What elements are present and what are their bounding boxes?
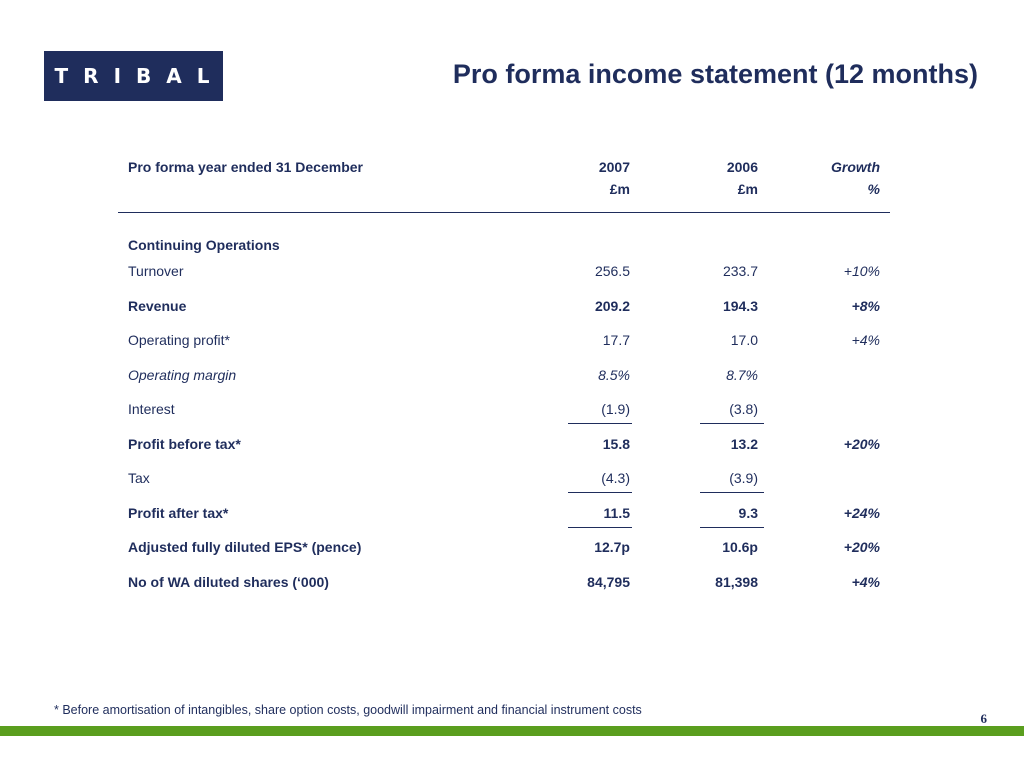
row-label: Adjusted fully diluted EPS* (pence): [128, 539, 362, 555]
row-2007: 17.7: [602, 332, 630, 348]
total-rule-2007: [568, 527, 632, 528]
row-2007: 209.2: [594, 297, 630, 314]
table-row-interest: [118, 394, 890, 429]
row-2007: 15.8: [602, 435, 630, 452]
table-row-operating-profit: [118, 325, 890, 360]
row-label: Operating profit*: [128, 332, 230, 348]
row-growth: +8%: [851, 297, 880, 314]
row-2007: 8.5%: [598, 366, 630, 383]
row-2007: (1.9): [601, 401, 630, 417]
total-rule-2006: [700, 527, 764, 528]
row-label: Operating margin: [128, 366, 237, 383]
header-growth-unit: %: [867, 181, 880, 197]
table-row-shares: [118, 567, 890, 602]
page-title: Pro forma income statement (12 months): [452, 59, 978, 89]
table-header-row: [118, 156, 890, 212]
row-2006: 17.0: [730, 332, 758, 348]
header-2007: 2007: [598, 159, 630, 175]
row-growth: +4%: [851, 573, 880, 590]
header-2007-unit: £m: [609, 181, 630, 197]
row-label: Revenue: [128, 297, 187, 314]
table-row-revenue: [118, 291, 890, 326]
table-row-profit-before-tax: [118, 429, 890, 464]
row-2007: (4.3): [601, 470, 630, 486]
section-label: Continuing Operations: [128, 237, 280, 253]
row-2007: 84,795: [587, 573, 630, 590]
row-2006: 8.7%: [726, 366, 758, 383]
row-2006: (3.9): [729, 470, 758, 486]
row-growth: +20%: [843, 539, 880, 555]
footer-green-bar: [0, 726, 1024, 736]
subtotal-rule-2006: [700, 492, 764, 493]
row-2006: 81,398: [715, 573, 758, 590]
footnote: * Before amortisation of intangibles, share option costs, goodwill impairment and financial instrument costs: [54, 703, 642, 717]
table-row-turnover: [118, 256, 890, 291]
subtotal-rule-2006: [700, 423, 764, 424]
row-2006: 9.3: [738, 504, 758, 521]
subtotal-rule-2007: [568, 492, 632, 493]
table-row-operating-margin: [118, 360, 890, 395]
subtotal-rule-2007: [568, 423, 632, 424]
row-2007: 256.5: [594, 263, 630, 279]
row-2006: 10.6p: [722, 539, 758, 555]
row-2006: 233.7: [722, 263, 758, 279]
row-label: Profit after tax*: [128, 504, 229, 521]
row-2006: 194.3: [722, 297, 758, 314]
row-2006: (3.8): [729, 401, 758, 417]
row-2006: 13.2: [730, 435, 758, 452]
logo-text: TRIBAL: [54, 64, 225, 88]
table-row-tax: [118, 463, 890, 498]
header-label: Pro forma year ended 31 December: [128, 159, 363, 175]
row-growth: +24%: [843, 504, 880, 521]
row-label: Turnover: [128, 263, 184, 279]
row-2007: 12.7p: [594, 539, 630, 555]
table-row-eps: [118, 532, 890, 567]
row-label: Profit before tax*: [128, 435, 241, 452]
row-label: No of WA diluted shares (‘000): [128, 573, 329, 590]
row-label: Tax: [128, 470, 150, 486]
income-statement-table: [118, 156, 890, 601]
row-growth: +20%: [843, 435, 880, 452]
page-number: 6: [980, 711, 987, 726]
header-2006-unit: £m: [737, 181, 758, 197]
row-growth: +10%: [843, 263, 880, 279]
table-row-profit-after-tax: [118, 498, 890, 533]
tribal-logo: [44, 51, 223, 101]
row-growth: +4%: [851, 332, 880, 348]
header-growth: Growth: [831, 159, 880, 175]
row-2007: 11.5: [603, 504, 630, 521]
row-label: Interest: [128, 401, 175, 417]
header-2006: 2006: [726, 159, 758, 175]
